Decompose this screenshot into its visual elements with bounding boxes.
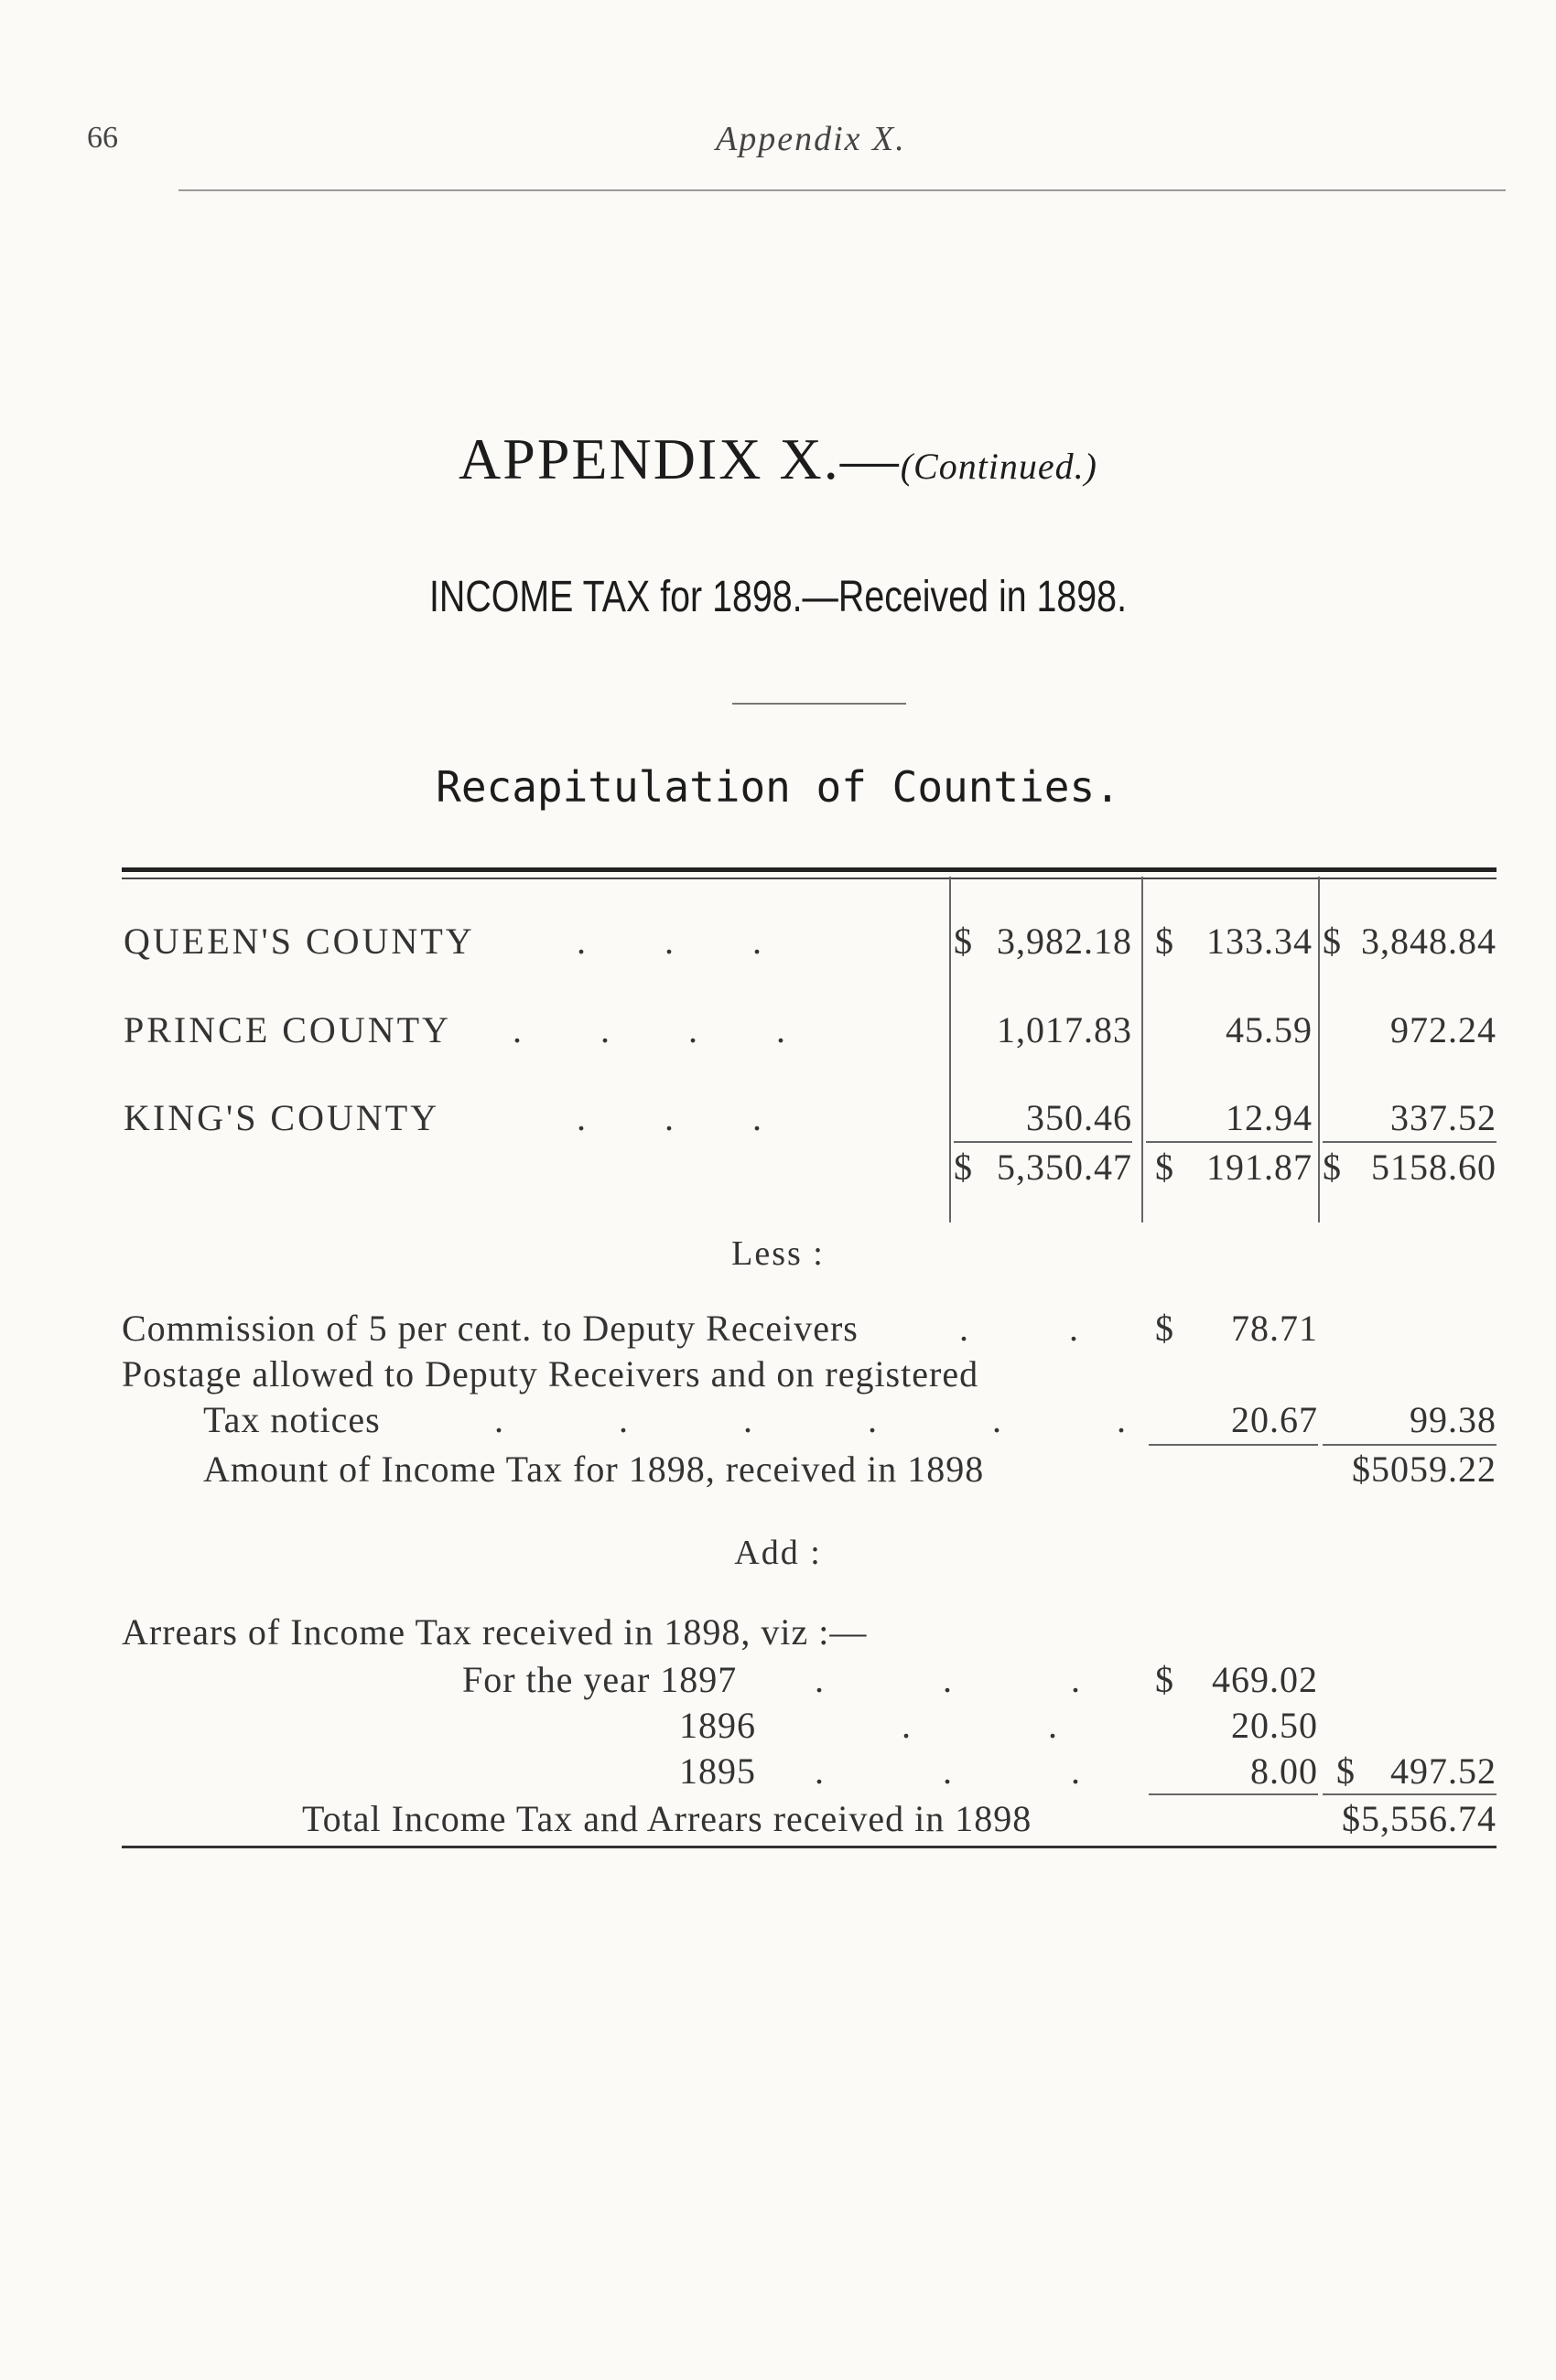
county-name-prince: PRINCE COUNTY (124, 1009, 451, 1050)
arrears-year-1896-leader: . . (902, 1705, 1121, 1746)
column-divider-2 (1141, 877, 1143, 1222)
kings-commission: 12.94 (1226, 1097, 1313, 1138)
sum-line-c1 (954, 1141, 1132, 1143)
header-rule (178, 189, 1506, 191)
table-top-rule-thin (122, 878, 1497, 879)
county-total-c2-sign: $ (1155, 1147, 1174, 1188)
column-divider-3 (1318, 877, 1320, 1222)
county-total-c3-sign: $ (1323, 1147, 1342, 1188)
grand-sum-line (1323, 1793, 1497, 1795)
county-total-commission: $ 191.87 (1155, 1147, 1313, 1188)
queens-net: $ 3,848.84 (1323, 921, 1497, 962)
appendix-title-continued: (Continued.) (900, 446, 1097, 487)
commission-amount: 78.71 (1231, 1308, 1318, 1349)
queens-total-collected: $ 3,982.18 (954, 921, 1132, 962)
county-total-net: $ 5158.60 (1323, 1147, 1497, 1188)
table-top-rule-thick (122, 867, 1497, 872)
queens-c2-sign: $ (1155, 921, 1174, 962)
arrears-label: Arrears of Income Tax received in 1898, viz :— (122, 1611, 868, 1653)
postage-amount: 20.67 (1231, 1399, 1318, 1440)
running-title: Appendix X. (716, 120, 906, 158)
county-leader-prince: . . . . (513, 1009, 820, 1050)
section-heading: Recapitulation of Counties. (436, 762, 1120, 812)
arrears-1896-amount: 20.50 (1231, 1705, 1318, 1746)
county-name-kings: KING'S COUNTY (124, 1097, 440, 1138)
commission-sign: $ (1155, 1308, 1174, 1349)
table-bottom-rule (122, 1846, 1497, 1848)
income-tax-subtitle: INCOME TAX for 1898.—Received in 1898. (428, 573, 1128, 621)
postage-label-line1: Postage allowed to Deputy Receivers and on registered (122, 1353, 979, 1395)
queens-c3-sign: $ (1323, 921, 1342, 962)
arrears-1897-amount: 469.02 (1212, 1659, 1318, 1700)
arrears-year-1896-label: 1896 (679, 1705, 756, 1746)
less-heading: Less : (731, 1234, 825, 1273)
less-total: 99.38 (1410, 1399, 1497, 1440)
appendix-title-main: APPENDIX X.— (459, 426, 901, 491)
county-leader-queens: . . . (577, 921, 796, 962)
commission-label: Commission of 5 per cent. to Deputy Receivers (122, 1308, 859, 1349)
add-heading: Add : (734, 1534, 822, 1572)
add-total-sign: $ (1336, 1750, 1356, 1792)
sum-line-c2 (1146, 1141, 1313, 1143)
net-amount: $5059.22 (1352, 1448, 1497, 1490)
grand-total-label: Total Income Tax and Arrears received in 1898 (302, 1798, 1032, 1839)
county-name-queens: QUEEN'S COUNTY (124, 921, 475, 962)
prince-commission: 45.59 (1226, 1009, 1313, 1050)
net-amount-label: Amount of Income Tax for 1898, received in 1898 (203, 1448, 985, 1490)
appendix-title (0, 425, 1556, 493)
page-number: 66 (87, 121, 118, 155)
arrears-year-1895-leader: . . . (815, 1750, 1135, 1792)
arrears-1895-amount: 8.00 (1250, 1750, 1318, 1792)
queens-commission: $ 133.34 (1155, 921, 1313, 962)
prince-total-collected: 1,017.83 (997, 1009, 1132, 1050)
add-sum-line (1149, 1793, 1318, 1795)
grand-total: $5,556.74 (1342, 1798, 1497, 1839)
kings-total-collected: 350.46 (1026, 1097, 1132, 1138)
arrears-year-1897-leader: . . . (815, 1659, 1135, 1700)
net-sum-line (1323, 1444, 1497, 1446)
queens-c1-sign: $ (954, 921, 973, 962)
add-total: 497.52 (1390, 1750, 1497, 1792)
postage-label-line2: Tax notices (203, 1399, 381, 1440)
column-divider-1 (949, 877, 951, 1222)
arrears-1897-sign: $ (1155, 1659, 1174, 1700)
kings-net: 337.52 (1390, 1097, 1497, 1138)
prince-net: 972.24 (1390, 1009, 1497, 1050)
postage-leader: . . . . . . (494, 1399, 1179, 1440)
less-sum-line (1149, 1444, 1318, 1446)
county-total-c1-sign: $ (954, 1147, 973, 1188)
county-total-collected: $ 5,350.47 (954, 1147, 1132, 1188)
arrears-year-1897-label: For the year 1897 (462, 1659, 738, 1700)
sum-line-c3 (1323, 1141, 1497, 1143)
arrears-year-1895-label: 1895 (679, 1750, 756, 1792)
county-leader-kings: . . . (577, 1097, 796, 1138)
short-divider (732, 703, 906, 705)
commission-leader: . . (959, 1308, 1124, 1349)
